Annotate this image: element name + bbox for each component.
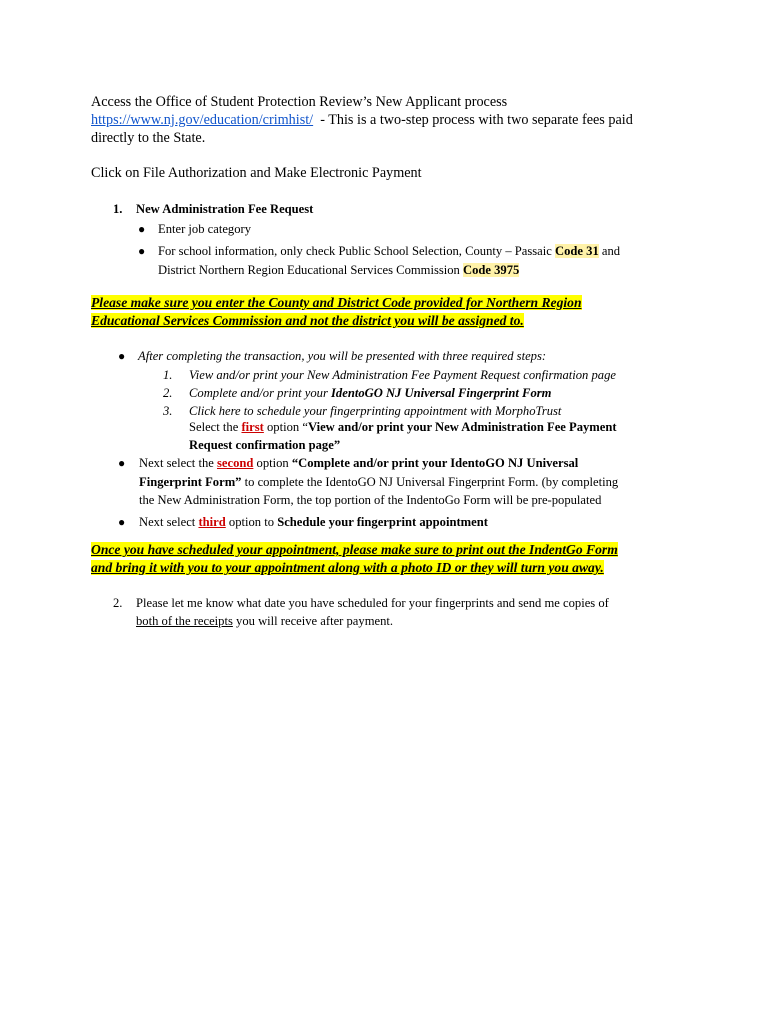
warning-1-text: Please make sure you enter the County and District Code provided for Northern Region: [91, 295, 582, 310]
substep-1-number: 1.: [163, 368, 173, 382]
select-first-option: option “: [263, 420, 308, 434]
next-second-text: Next select the: [139, 456, 217, 470]
crimhist-link[interactable]: https://www.nj.gov/education/crimhist/: [91, 112, 314, 128]
next-third-option: option to: [225, 515, 278, 529]
bullet-2-text: For school information, only check Public School Selection, County – Passaic: [158, 244, 556, 258]
step-1-number: 1.: [113, 202, 123, 216]
district-text: District Northern Region Educational Services Commission: [158, 263, 463, 277]
bullet-icon: ●: [118, 456, 126, 470]
warning-1-line-1: [91, 294, 582, 312]
bullet-icon: ●: [138, 244, 146, 258]
intro-text-end: directly to the State.: [91, 130, 206, 146]
intro-line-2: [91, 112, 633, 130]
step-2-line-2: [136, 612, 393, 630]
click-instruction-text: Click on File Authorization and Make Electronic Payment: [91, 165, 422, 181]
bullet-icon: ●: [118, 349, 126, 363]
select-first-bold: View and/or print your New Administration Fee Payment: [307, 420, 617, 434]
substep-2: [189, 384, 551, 402]
next-second-line-3: the New Administration Form, the top portion of the IndentoGo Form will be pre-populated: [139, 493, 602, 507]
schedule-appointment-bold: Schedule your fingerprint appointment: [277, 515, 488, 529]
bullet-icon: ●: [138, 222, 146, 236]
bullet-2-text-end: and: [598, 244, 621, 258]
next-second-bold: “Complete and/or print your IdentoGO NJ Universal: [291, 456, 579, 470]
bullet-icon: ●: [118, 515, 126, 529]
substep-2-form-name: IdentoGO NJ Universal Fingerprint Form: [331, 386, 552, 400]
substep-2-number: 2.: [163, 386, 173, 400]
fingerprint-form-bold: Fingerprint Form”: [139, 475, 242, 489]
step-1-bullet-2: [158, 242, 620, 260]
substep-3-number: 3.: [163, 404, 173, 418]
intro-text-rest: - This is a two-step process with two separate fees paid: [313, 112, 633, 128]
next-second-rest: to complete the IdentoGO NJ Universal Fingerprint Form. (by completing: [241, 475, 619, 489]
select-first-text: Select the: [189, 420, 242, 434]
warning-1-text-2: Educational Services Commission and not the district you will be assigned to.: [91, 313, 524, 328]
click-instruction: [91, 165, 422, 183]
step-1-title: New Administration Fee Request: [136, 202, 314, 216]
next-second-line: [139, 454, 578, 472]
step-2-number: 2.: [113, 596, 123, 610]
substep-3: Click here to schedule your fingerprinting appointment with MorphoTrust: [189, 404, 562, 418]
substep-2-text: Complete and/or print your: [189, 386, 332, 400]
intro-text: Access the Office of Student Protection Review’s New Applicant process: [91, 94, 508, 110]
substep-1: View and/or print your New Administration Fee Payment Request confirmation page: [189, 368, 616, 382]
step-1-bullet-1: Enter job category: [158, 222, 252, 236]
after-bullet: After completing the transaction, you will be presented with three required steps:: [138, 349, 547, 363]
warning-2-text-2: and bring it with you to your appointment along with a photo ID or they will turn you away.: [91, 560, 604, 575]
intro-line-1: [91, 94, 507, 112]
select-first-line: [189, 418, 617, 436]
county-code: Code 31: [555, 244, 599, 258]
select-first-line-2: Request confirmation page”: [189, 438, 341, 452]
warning-2-line-1: [91, 541, 618, 559]
warning-2-text: Once you have scheduled your appointment, please make sure to print out the IndentGo Form: [91, 542, 618, 557]
next-third-line: [139, 513, 488, 531]
district-code: Code 3975: [463, 263, 520, 277]
step-2-rest: you will receive after payment.: [232, 614, 394, 628]
warning-2-line-2: [91, 559, 604, 577]
receipts-text: both of the receipts: [136, 614, 233, 628]
third-keyword: third: [198, 515, 226, 529]
next-second-option: option: [253, 456, 292, 470]
step-2-line-1: Please let me know what date you have scheduled for your fingerprints and send me copies of: [136, 596, 609, 610]
intro-line-3: [91, 130, 205, 148]
next-second-line-2: [139, 473, 618, 491]
next-third-text: Next select: [139, 515, 199, 529]
warning-1-line-2: [91, 312, 524, 330]
step-1-bullet-2-line-2: [158, 261, 519, 279]
second-keyword: second: [216, 456, 254, 470]
first-keyword: first: [241, 420, 264, 434]
